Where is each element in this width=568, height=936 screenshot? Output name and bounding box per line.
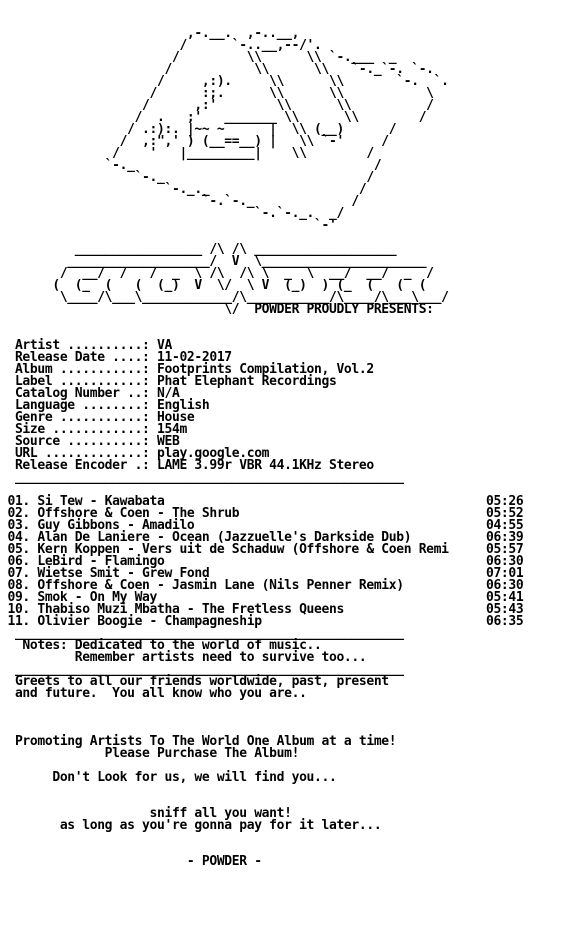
- notes-line: Notes: Dedicated to the world of music..: [0, 638, 322, 653]
- track-row: 02. Offshore & Coen - The Shrub 05:52: [0, 506, 524, 521]
- release-field: URL .............: play.google.com: [0, 446, 270, 461]
- promo-block: [0, 736, 568, 760]
- track-row: 09. Smok - On My Way 05:41: [0, 590, 524, 605]
- track-row: 08. Offshore & Coen - Jasmin Lane (Nils Penner Remix) 06:30: [0, 578, 524, 593]
- release-field: Release Encoder .: LAME 3.99r VBR 44.1KHz Stereo: [0, 458, 374, 473]
- ascii-art-line: / . ;' _______ \\ \\ /: [0, 110, 427, 125]
- release-field: Artist ..........: VA: [0, 338, 172, 353]
- powder-ascii-logo: [0, 28, 568, 316]
- ascii-art-line: ,-.__. ,-..__,: [0, 28, 300, 41]
- notes-line: ____________________________________________________: [0, 662, 404, 677]
- footer-signature: - POWDER -: [0, 854, 262, 869]
- release-info-fields: [0, 340, 568, 472]
- notes-line: and future. You all know who you are..: [0, 686, 307, 701]
- ascii-art-line: `-._ /: [0, 170, 374, 185]
- release-field: Release Date ....: 11-02-2017: [0, 350, 232, 365]
- ascii-art-line: / ,:",' ) (__==__) | \\ `-' /: [0, 134, 389, 149]
- notes-line: Remember artists need to survive too...: [0, 650, 367, 665]
- ascii-art-line: ( (_ ( ( (_) V \/ \ V (_) ) (_ ( ( (: [0, 278, 427, 293]
- sniff-line: sniff all you want!: [0, 806, 292, 821]
- ascii-art-line: / __/ / / _ \ /\ /\ \ _ \ __/ __/ _ /: [0, 266, 434, 281]
- release-field: Catalog Number ..: N/A: [0, 386, 180, 401]
- notes-block: [0, 640, 568, 700]
- release-field: Album ...........: Footprints Compilation, Vol.2: [0, 362, 374, 377]
- sniff-line: as long as you're gonna pay for it later...: [0, 818, 382, 833]
- ascii-art-line: `-.`-._. _/: [0, 206, 344, 221]
- track-row: 10. Thabiso Muzi Mbatha - The Fretless Queens 05:43: [0, 602, 524, 617]
- promo-line: Please Purchase The Album!: [0, 746, 300, 761]
- ascii-art-line: _________________ /\ /\ ___________________: [0, 242, 397, 257]
- nfo-document: [0, 28, 568, 936]
- track-row: 01. Si Tew - Kawabata 05:26: [0, 494, 524, 509]
- promo-line: Promoting Artists To The World One Album at a time!: [0, 734, 397, 749]
- track-row: 03. Guy Gibbons - Amadilo 04:55: [0, 518, 524, 533]
- dont-look-line: Don't Look for us, we will find you...: [0, 770, 337, 785]
- ascii-art-line: / `-..__,--/'.: [0, 38, 322, 53]
- ascii-art-line: `-._ /: [0, 158, 382, 173]
- ascii-art-line: / \\ \\ `-.___ _: [0, 50, 397, 65]
- ascii-art-line: `-': [0, 218, 337, 233]
- ascii-art-line: `-._._ /: [0, 182, 367, 197]
- notes-line: Greets to all our friends worldwide, past, present: [0, 674, 389, 689]
- divider-tracks: ____________________________________________________: [0, 626, 404, 641]
- release-field: Language ........: English: [0, 398, 210, 413]
- ascii-art-line: / ,:). \\ \\ `-. `.: [0, 74, 449, 89]
- ascii-art-line: \/ POWDER PROUDLY PRESENTS:: [0, 302, 434, 317]
- ascii-art-line: / ,:' \\ \\ /: [0, 98, 434, 113]
- ascii-art-line: / :;. \\ \\ \: [0, 86, 434, 101]
- track-row: 04. Alan De Laniere - Ocean (Jazzuelle's Darkside Dub) 06:39: [0, 530, 524, 545]
- tracklist: [0, 496, 568, 628]
- ascii-art-line: / \\ \\ `-._`-. `-.: [0, 62, 434, 77]
- ascii-art-line: \____/\___\____________/\___________/\____/\___\___/: [0, 290, 449, 305]
- release-field: Source ..........: WEB: [0, 434, 180, 449]
- release-field: Label ...........: Phat Elephant Recordings: [0, 374, 337, 389]
- sniff-block: [0, 808, 568, 832]
- ascii-art-line: `-.`-._ /: [0, 194, 359, 209]
- release-field: Size ............: 154m: [0, 422, 187, 437]
- divider-top: ____________________________________________________: [0, 470, 404, 485]
- ascii-art-line: ___________________/ V \______________________: [0, 254, 427, 269]
- track-row: 11. Olivier Boogie - Champagneship 06:35: [0, 614, 524, 629]
- ascii-art-line: / .:):. |~~ ~ | \\ (__) /: [0, 122, 397, 137]
- ascii-art-line: / ' |_________| \\ /: [0, 146, 374, 161]
- track-row: 06. LeBird - Flamingo 06:30: [0, 554, 524, 569]
- track-row: 07. Wietse Smit - Grew Fond 07:01: [0, 566, 524, 581]
- release-field: Genre ...........: House: [0, 410, 195, 425]
- track-row: 05. Kern Koppen - Vers uit de Schaduw (Offshore & Coen Remi 05:57: [0, 542, 524, 557]
